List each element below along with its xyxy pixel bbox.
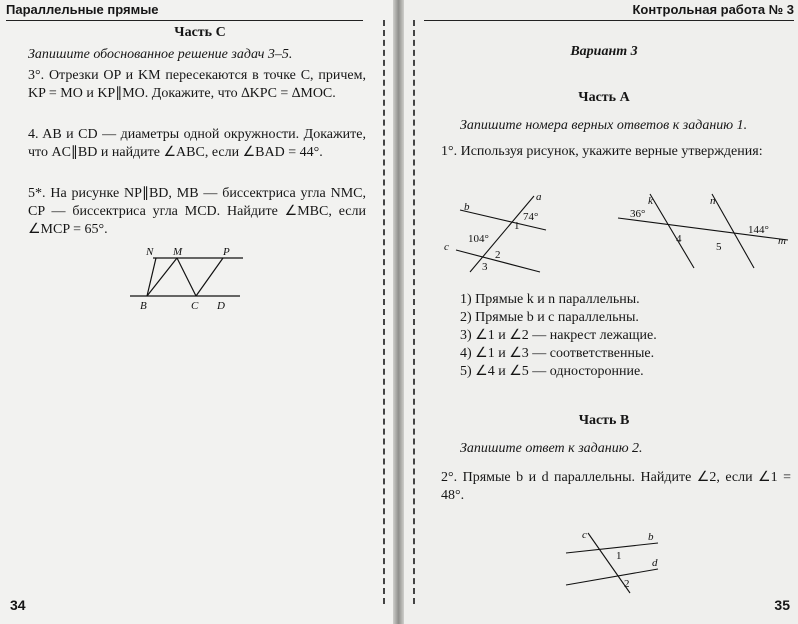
fig2-angle-144: 144° xyxy=(748,224,769,236)
fig2-num-5: 5 xyxy=(716,241,722,253)
task2-figure xyxy=(554,525,666,597)
option-2: 2) Прямые b и c параллельны. xyxy=(460,310,639,325)
left-cut-line xyxy=(383,20,385,604)
left-page xyxy=(0,0,393,624)
fig1-num-3: 3 xyxy=(482,261,488,273)
task-3: 3°. Отрезки OP и KM пересекаются в точке C, причем, KP = MO и KP∥MO. Докажите, что ∆KPC = ∆MOC. xyxy=(28,68,366,101)
task1-figure-right xyxy=(612,188,794,270)
right-page xyxy=(404,0,798,624)
task-4: 4. AB и CD — диаметры одной окружности. Докажите, что AC∥BD и найдите ∠ABC, если ∠BAD = 44°. xyxy=(28,127,366,160)
fig2-angle-36: 36° xyxy=(630,208,646,220)
right-cut-line xyxy=(413,20,415,604)
fig1-num-1: 1 xyxy=(514,220,520,232)
fig1-angle-104: 104° xyxy=(468,233,489,245)
right-header: Контрольная работа № 3 xyxy=(424,0,794,21)
fig2-label-n: n xyxy=(710,195,716,207)
left-page-number: 34 xyxy=(10,597,26,613)
fig1-num-2: 2 xyxy=(495,249,501,261)
fig-label-b: B xyxy=(140,300,147,312)
fig1-angle-74: 74° xyxy=(523,211,539,223)
part-a-instruction: Запишите номера верных ответов к заданию 1. xyxy=(460,118,748,133)
part-c-instruction: Запишите обоснованное решение задач 3–5. xyxy=(28,47,293,62)
fig1-label-b: b xyxy=(464,201,470,213)
task5-figure xyxy=(125,243,275,315)
fig-label-c: C xyxy=(191,300,199,312)
left-header: Параллельные прямые xyxy=(6,0,363,21)
book-gutter xyxy=(393,0,404,624)
fig-label-m: M xyxy=(173,246,183,258)
fig-label-d: D xyxy=(217,300,225,312)
fig-label-n: N xyxy=(146,246,154,258)
option-1: 1) Прямые k и n параллельны. xyxy=(460,292,640,307)
fig3-label-b: b xyxy=(648,531,654,543)
part-c-title: Часть С xyxy=(174,25,226,40)
fig2-label-k: k xyxy=(648,195,653,207)
option-4: 4) ∠1 и ∠3 — соответственные. xyxy=(460,346,655,361)
part-b-instruction: Запишите ответ к заданию 2. xyxy=(460,441,643,456)
option-5: 5) ∠4 и ∠5 — односторонние. xyxy=(460,364,644,379)
fig3-label-d: d xyxy=(652,557,658,569)
fig3-num-1: 1 xyxy=(616,550,622,562)
fig2-num-4: 4 xyxy=(676,233,682,245)
answer-options xyxy=(460,291,657,381)
task-5: 5*. На рисунке NP∥BD, MB — биссектриса угла NMC, CP — биссектриса угла MCD. Найдите ∠MBC, если ∠MCP = 65°. xyxy=(28,186,366,237)
fig3-num-2: 2 xyxy=(624,578,630,590)
option-3: 3) ∠1 и ∠2 — накрест лежащие. xyxy=(460,328,657,343)
fig3-label-c: c xyxy=(582,529,587,541)
task1-figure-left xyxy=(438,188,558,276)
task-2: 2°. Прямые b и d параллельны. Найдите ∠2, если ∠1 = 48°. xyxy=(441,470,791,503)
fig2-label-m: m xyxy=(778,235,786,247)
task-1: 1°. Используя рисунок, укажите верные утверждения: xyxy=(441,144,763,159)
part-a-title: Часть А xyxy=(578,90,630,105)
fig-label-p: P xyxy=(223,246,230,258)
variant-title: Вариант 3 xyxy=(570,44,638,59)
part-b-title: Часть В xyxy=(578,413,630,428)
right-page-number: 35 xyxy=(774,597,790,613)
fig1-label-c: c xyxy=(444,241,449,253)
fig1-label-a: a xyxy=(536,191,542,203)
